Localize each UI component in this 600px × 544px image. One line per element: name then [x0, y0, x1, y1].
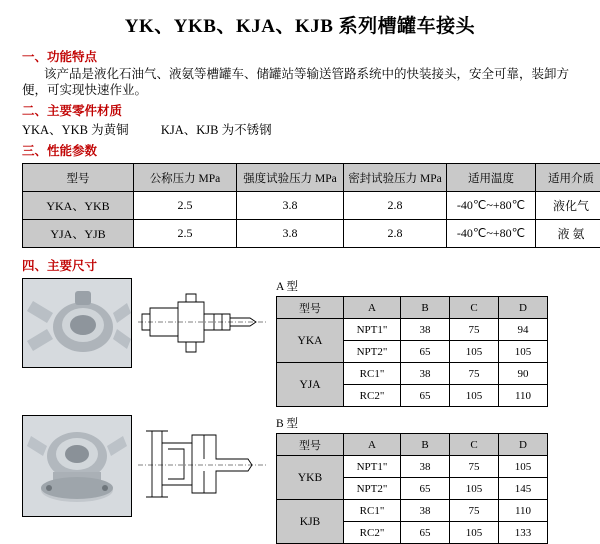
dimA-g1-r0-c0: RC1": [344, 363, 401, 385]
dimB-col-4: D: [499, 434, 548, 456]
section-heading-dimensions: 四、主要尺寸: [22, 256, 590, 274]
perf-r1-c3: 2.8: [344, 220, 447, 248]
perf-r0-c4: -40℃~+80℃: [447, 192, 536, 220]
technical-drawing-a: [138, 278, 268, 366]
dimB-g1-r1-c0: RC2": [344, 522, 401, 544]
table-row: [23, 220, 600, 248]
dimA-col-3: C: [450, 297, 499, 319]
table-row: [277, 456, 548, 478]
dimB-g1-r1-c3: 133: [499, 522, 548, 544]
section-heading-materials: 二、主要零件材质: [22, 101, 590, 119]
performance-table: [22, 163, 600, 248]
dimB-g1-r0-c0: RC1": [344, 500, 401, 522]
dimension-row-a: [10, 278, 590, 407]
dimB-col-1: A: [344, 434, 401, 456]
dimA-g1-r1-c1: 65: [401, 385, 450, 407]
materials-left: YKA、YKB 为黄铜: [22, 123, 129, 137]
perf-col-5: 适用介质: [536, 164, 600, 192]
perf-r1-c1: 2.5: [134, 220, 237, 248]
table-header-row: [23, 164, 600, 192]
dimA-g0-r0-c3: 94: [499, 319, 548, 341]
photo-a-graphic: [23, 279, 131, 367]
dimB-col-0: 型号: [277, 434, 344, 456]
perf-col-0: 型号: [23, 164, 134, 192]
perf-col-1: 公称压力 MPa: [134, 164, 237, 192]
dimA-g0-r1-c1: 65: [401, 341, 450, 363]
dimB-g0-r0-c3: 105: [499, 456, 548, 478]
dimB-g0-r1-c3: 145: [499, 478, 548, 500]
section-heading-features: 一、功能特点: [22, 47, 590, 65]
table-row: [277, 319, 548, 341]
dimB-g1-r0-c3: 110: [499, 500, 548, 522]
table-header-row: [277, 434, 548, 456]
dimA-g0-model: YKA: [277, 319, 344, 363]
product-photo-b: [22, 415, 132, 517]
type-label-b: B 型: [276, 415, 548, 431]
product-photo-a: [22, 278, 132, 368]
dimB-g0-r0-c2: 75: [450, 456, 499, 478]
materials-right: KJA、KJB 为不锈钢: [161, 123, 272, 137]
dimB-col-2: B: [401, 434, 450, 456]
perf-r0-c3: 2.8: [344, 192, 447, 220]
perf-r1-c0: YJA、YJB: [23, 220, 134, 248]
dimB-g0-r0-c1: 38: [401, 456, 450, 478]
dimA-g0-r0-c1: 38: [401, 319, 450, 341]
perf-r0-c0: YKA、YKB: [23, 192, 134, 220]
dimension-block-a: [268, 278, 548, 407]
dimB-g0-model: YKB: [277, 456, 344, 500]
features-text: 该产品是液化石油气、液氨等槽罐车、储罐站等输送管路系统中的快装接头，安全可靠，装卸方便，可实现快速作业。: [22, 66, 584, 98]
materials-line: [22, 120, 590, 138]
type-label-a: A 型: [276, 278, 548, 294]
perf-r0-c1: 2.5: [134, 192, 237, 220]
dimA-g1-r0-c2: 75: [450, 363, 499, 385]
dimA-col-2: B: [401, 297, 450, 319]
page-title: YK、YKB、KJA、KJB 系列槽罐车接头: [10, 0, 590, 44]
dimA-g1-r1-c2: 105: [450, 385, 499, 407]
dimB-g1-r0-c1: 38: [401, 500, 450, 522]
dimensions-area: [10, 278, 590, 544]
section-heading-performance: 三、性能参数: [22, 141, 590, 159]
table-row: [277, 500, 548, 522]
dimension-row-b: [10, 415, 590, 544]
dimension-table-a: [276, 296, 548, 407]
dimA-g0-r1-c2: 105: [450, 341, 499, 363]
dimension-block-b: [268, 415, 548, 544]
table-row: [23, 192, 600, 220]
perf-col-2: 强度试验压力 MPa: [237, 164, 344, 192]
dimA-g1-r1-c0: RC2": [344, 385, 401, 407]
dimA-col-1: A: [344, 297, 401, 319]
table-row: [277, 363, 548, 385]
dimB-g1-model: KJB: [277, 500, 344, 544]
dimB-col-3: C: [450, 434, 499, 456]
perf-col-4: 适用温度: [447, 164, 536, 192]
dimA-col-0: 型号: [277, 297, 344, 319]
drawing-a-graphic: [138, 278, 268, 366]
dimB-g0-r1-c0: NPT2": [344, 478, 401, 500]
perf-r0-c2: 3.8: [237, 192, 344, 220]
perf-col-3: 密封试验压力 MPa: [344, 164, 447, 192]
dimA-g0-r1-c0: NPT2": [344, 341, 401, 363]
dimA-g1-r0-c1: 38: [401, 363, 450, 385]
dimA-g0-r0-c2: 75: [450, 319, 499, 341]
dimB-g0-r0-c0: NPT1": [344, 456, 401, 478]
technical-drawing-b: [138, 415, 268, 515]
dimA-g1-model: YJA: [277, 363, 344, 407]
dimB-g1-r1-c2: 105: [450, 522, 499, 544]
dimension-table-b: [276, 433, 548, 544]
perf-r1-c4: -40℃~+80℃: [447, 220, 536, 248]
dimA-g0-r0-c0: NPT1": [344, 319, 401, 341]
perf-r1-c5: 液 氨: [536, 220, 600, 248]
dimB-g0-r1-c1: 65: [401, 478, 450, 500]
drawing-b-graphic: [138, 415, 268, 515]
photo-b-graphic: [23, 416, 131, 516]
dimB-g0-r1-c2: 105: [450, 478, 499, 500]
dimA-g0-r1-c3: 105: [499, 341, 548, 363]
dimA-col-4: D: [499, 297, 548, 319]
perf-r0-c5: 液化气: [536, 192, 600, 220]
table-header-row: [277, 297, 548, 319]
dimA-g1-r0-c3: 90: [499, 363, 548, 385]
dimA-g1-r1-c3: 110: [499, 385, 548, 407]
dimB-g1-r0-c2: 75: [450, 500, 499, 522]
dimB-g1-r1-c1: 65: [401, 522, 450, 544]
perf-r1-c2: 3.8: [237, 220, 344, 248]
